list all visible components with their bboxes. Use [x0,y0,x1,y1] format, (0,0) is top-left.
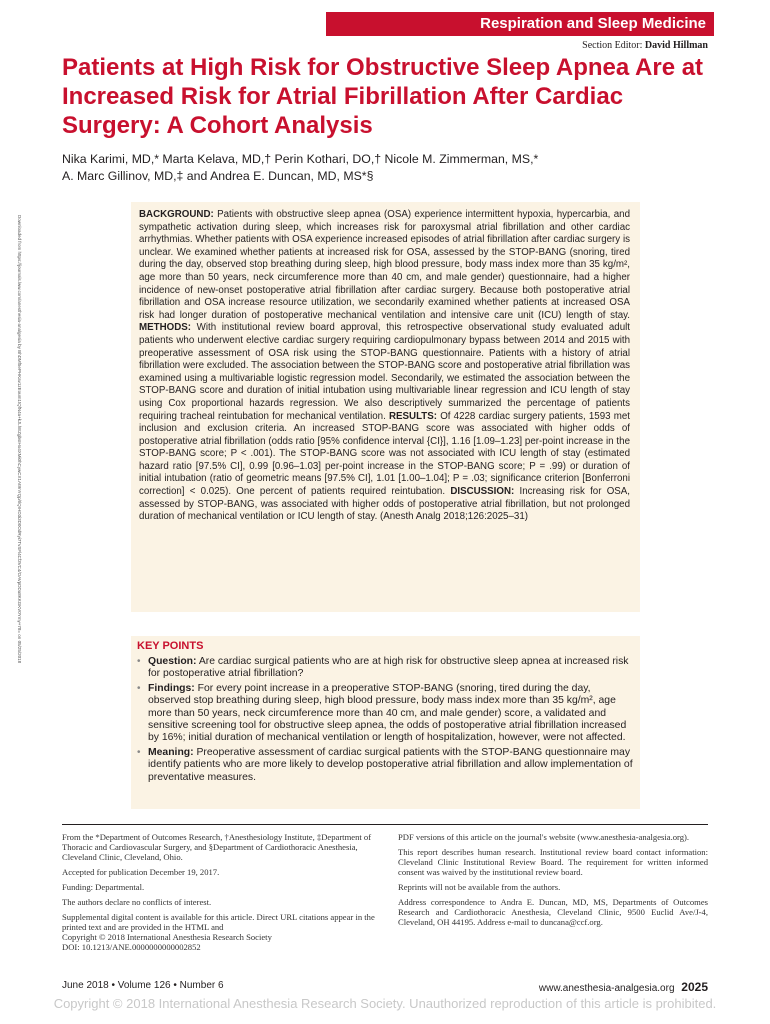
section-banner [326,12,714,36]
background-text: Patients with obstructive sleep apnea (OSA) experience intermittent hypoxia, hypercarbia, and sympathetic activation during sleep, which increases risk for paroxysmal atrial fibrillation and other cardiac arrhythmias. Whether patients with OSA experience increased episodes of atrial fibrillation after cardiac surgery is unclear. We examined whether patients at increased risk for OSA, assessed by the STOP-BANG (snoring, tired during the day, observed stop breathing during sleep, high blood pressure, body mass index more than 35 kg/m², age more than 50 years, neck circumference more than 40 cm, and male gender) questionnaire, had a higher incidence of new-onset postoperative atrial fibrillation after cardiac surgery. Because both postoperative atrial fibrillation and OSA increase resource utilization, we secondarily examined whether patients at increased OSA risk had longer duration of postoperative mechanical ventilation and intensive care unit (ICU) length of stay. [139,209,630,321]
results-text: Of 4228 cardiac surgery patients, 1593 met inclusion and exclusion criteria. An increased STOP-BANG score was associated with higher odds of postoperative atrial fibrillation (odds ratio [95% confidence interval {CI}], 1.16 [1.09–1.23] per-point increase in the STOP-BANG score; P < .001). The STOP-BANG score was not associated with ICU length of stay (estimated hazard ratio [97.5% CI], 0.99 [0.96–1.03] per-point increase in the STOP-BANG score; P = .99) or duration of initial intubation (ratio of geometric means [97.5% CI], 1.01 [1.00–1.04]; P = .03; significance criterion [Bonferroni correction] < 0.025). One percent of patients required reintubation. [139,410,631,498]
key-point-text: Preoperative assessment of cardiac surgical patients with the STOP-BANG questionnaire may identify patients who are more likely to develop postoperative atrial fibrillation and allow implementation of preventative measures. [148,746,633,783]
discussion-text: Increasing risk for OSA, assessed by STOP-BANG, was associated with higher odds of postoperative atrial fibrillation, but not prolonged duration of mechanical ventilation or ICU length of stay. (Anesth Analg 2018;126:2025–31) [139,486,630,523]
copyright-line: Copyright © 2018 International Anesthesia Research Society [62,932,272,942]
footnotes-right [398,832,708,932]
key-point-question [136,656,636,681]
section-editor-name: David Hillman [644,40,708,51]
journal-website-link[interactable]: www.anesthesia-analgesia.org [538,983,675,994]
author-line-2: A. Marc Gillinov, MD,‡ and Andrea E. Duncan, MD, MS*§ [62,169,374,183]
key-point-text: Are cardiac surgical patients who are at high risk for obstructive sleep apnea at increased risk for postoperative atrial fibrillation? [148,656,629,680]
methods-text: With institutional review board approval, this retrospective observational study evaluated adult patients who underwent elective cardiac surgery requiring cardiopulmonary bypass between 2014 and 2015 with preoperative assessment of OSA risk using the STOP-BANG questionnaire. Patients with a history of atrial fibrillation were excluded. The association between the STOP-BANG score and postoperative atrial fibrillation was examined using a multivariable logistic regression model. Secondarily, we estimated the association between the STOP-BANG score and duration of initial intubation using multivariable linear regression and ICU length of stay using Cox proportional hazards regression. We also descriptively summarized the percentage of patients requiring tracheal reintubation for mechanical ventilation. [139,322,630,422]
section-editor-label: Section Editor: [582,40,643,51]
methods-heading: METHODS: [139,322,191,334]
key-point-label: Findings: [148,682,195,694]
key-points-box [131,636,640,809]
footnote-divider [62,824,708,825]
discussion-heading: DISCUSSION: [450,486,515,498]
accepted-date: Accepted for publication December 19, 2017. [62,867,220,877]
article-title: Patients at High Risk for Obstructive Sleep Apnea Are at Increased Risk for Atrial Fibrillation After Cardiac Surgery: A Cohort Analysis [62,54,704,139]
key-point-label: Meaning: [148,746,194,758]
issue-info: June 2018 • Volume 126 • Number 6 [62,980,224,991]
download-notice: Downloaded from https://journals.lww.com/anesthesia-analgesia by BhDMf5ePHKav1zEoum1tQfN4a+kJLhEZgbsIHo4XMi0hCywCX1AWnYQp/IlQrHD3i3D0OdRyi7TvSFl4Cf3VC4/OAVpDDa8KKGKV0Ymy+78= on 05/25/2018 [17,215,22,664]
key-points-title: KEY POINTS [137,640,204,652]
key-point-findings [136,683,636,745]
copyright-watermark: Copyright © 2018 International Anesthesia Research Society. Unauthorized reproduction of this article is prohibited. [53,996,717,1011]
irb-note: This report describes human research. Institutional review board contact information: Cleveland Clinic Institutional Review Board. The requirement for written informed consent was waived by the institutional review board. [398,847,708,877]
section-editor [582,40,708,51]
key-point-label: Question: [148,656,197,667]
key-point-text: For every point increase in a preoperative STOP-BANG (snoring, tired during the day, observed stop breathing during sleep, high blood pressure, body mass index more than 35 kg/m², age more than 50 years, neck circumference more than 40 cm, and male gender) score, a validated and sensitive screening tool for obstructive sleep apnea, the odds of postoperative atrial fibrillation increased by 16%; initial duration of mechanical ventilation or length of hospitalization, however, were not affected. [148,682,627,744]
pdf-note: PDF versions of this article on the journal's website (www.anesthesia-analgesia.org). [398,832,690,842]
footnotes-left [62,832,378,957]
funding: Funding: Departmental. [62,882,145,892]
doi: DOI: 10.1213/ANE.0000000000002852 [62,942,201,952]
footer-right [539,980,708,994]
background-heading: BACKGROUND: [139,209,214,220]
correspondence: Address correspondence to Andra E. Duncan, MD, MS, Departments of Outcomes Research and Cardiothoracic Anesthesia, Cleveland Clinic, 9500 Euclid Ave/J-4, Cleveland, OH 44195. Address e-mail to duncana@ccf.org. [398,897,708,927]
reprints-note: Reprints will not be available from the authors. [398,882,561,892]
download-sidebar [17,215,27,805]
key-point-meaning [136,747,636,784]
section-banner-label: Respiration and Sleep Medicine [480,15,706,32]
results-heading: RESULTS: [388,410,438,422]
abstract-box [131,202,640,612]
abstract-text [139,209,630,524]
author-list [62,151,702,185]
author-line-1: Nika Karimi, MD,* Marta Kelava, MD,† Perin Kothari, DO,† Nicole M. Zimmerman, MS,* [62,152,539,166]
key-points-list [136,656,636,786]
page-number: 2025 [681,980,708,994]
supplemental-note: Supplemental digital content is available for this article. Direct URL citations appear in the printed text and are provided in the HTML and [62,912,375,932]
conflicts: The authors declare no conflicts of interest. [62,897,212,907]
affiliations: From the *Department of Outcomes Research, †Anesthesiology Institute, ‡Department of Thoracic and Cardiovascular Surgery, and §Department of Cardiothoracic Anesthesia, Cleveland Clinic, Cleveland, Ohio. [62,832,372,862]
